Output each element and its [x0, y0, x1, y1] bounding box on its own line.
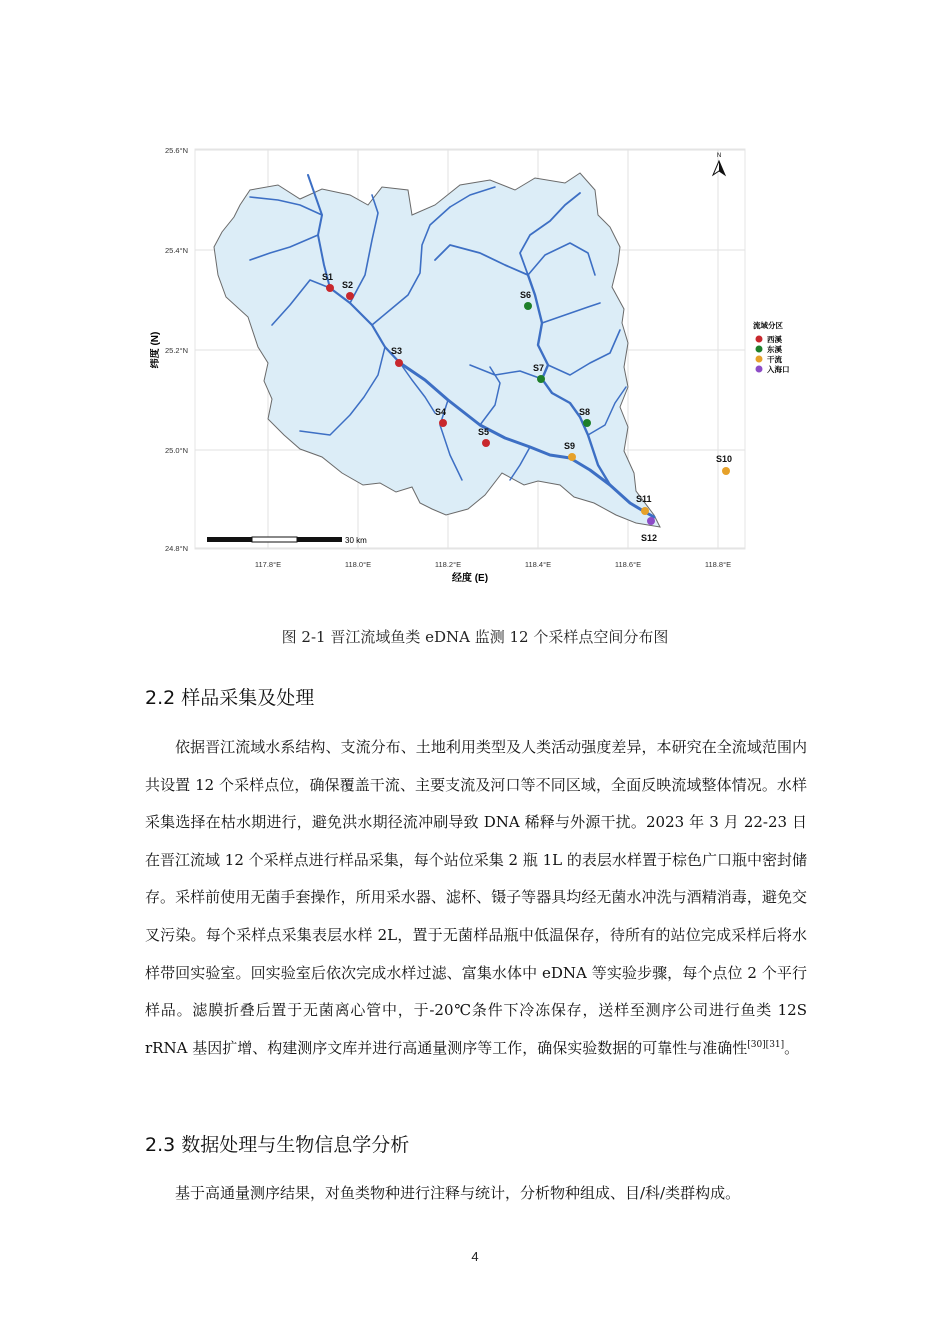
- site-label-s1: S1: [322, 272, 334, 282]
- legend-swatch: [756, 336, 763, 343]
- north-arrow-label: N: [716, 153, 722, 159]
- legend-item-label: 干流: [767, 355, 782, 364]
- section-2-3-paragraph: 基于高通量测序结果，对鱼类物种进行注释与统计，分析物种组成、目/科/类群构成。: [175, 1184, 741, 1202]
- y-axis-title: 纬度 (N): [150, 331, 161, 369]
- legend-title: 流域分区: [753, 321, 783, 330]
- section-2-2-body: 依据晋江流域水系结构、支流分布、土地利用类型及人类活动强度差异，本研究在全流域范围内共设置 12 个采样点位，确保覆盖干流、主要支流及河口等不同区域，全面反映流域整体情况。水样采集选择在枯水期进行，避免洪水期径流冲刷导致 DNA 稀释与外源干扰。2023 年 3 月 22-23 日在晋江流域 12 个采样点进行样品采集，每个站位采集 2 瓶 1L 的表层水样置于棕色广口瓶中密封储存。采样前使用无菌手套操作，所用采水器、滤杯、镊子等器具均经无菌水冲洗与酒精消毒，避免交叉污染。每个采样点采集表层水样 2L，置于无菌样品瓶中低温保存，待所有的站位完成采样后将水样带回实验室。回实验室后依次完成水样过滤、富集水体中 eDNA 等实验步骤，每个点位 2 个平行样品。滤膜折叠后置于无菌离心管中，于-20℃条件下冷冻保存，送样至测序公司进行鱼类 12S rRNA 基因扩增、构建测序文库并进行高通量测序等工作，确保实验数据的可靠性与准确性: [145, 738, 807, 1057]
- section-heading-2-3: 2.3 数据处理与生物信息学分析: [145, 1134, 410, 1156]
- site-label-s10: S10: [716, 454, 733, 464]
- x-axis-title: 经度 (E): [451, 573, 489, 584]
- site-label-s3: S3: [391, 346, 403, 356]
- legend-swatch: [756, 356, 763, 363]
- site-label-s11: S11: [636, 494, 652, 504]
- lat-tick: 24.8°N: [164, 544, 188, 553]
- site-marker-s4: [439, 419, 447, 427]
- figure-caption: 图 2-1 晋江流域鱼类 eDNA 监测 12 个采样点空间分布图: [281, 628, 669, 646]
- legend-item-label: 东溪: [767, 345, 782, 354]
- site-label-s6: S6: [520, 290, 532, 300]
- site-marker-s9: [568, 453, 576, 461]
- map-legend: [753, 320, 790, 374]
- site-label-s12: S12: [641, 533, 658, 543]
- site-label-s4: S4: [435, 407, 447, 417]
- longitude-tick-labels: [255, 560, 731, 569]
- site-marker-s11: [641, 507, 649, 515]
- site-marker-s6: [524, 302, 532, 310]
- latitude-tick-labels: [165, 146, 188, 553]
- lon-tick: 118.8°E: [704, 560, 732, 569]
- lat-tick: 25.2°N: [164, 346, 188, 355]
- lat-tick: 25.4°N: [164, 246, 188, 255]
- site-marker-s8: [583, 419, 591, 427]
- site-marker-s10: [722, 467, 730, 475]
- lon-tick: 118.4°E: [524, 560, 552, 569]
- lat-tick: 25.6°N: [164, 146, 188, 155]
- legend-swatch: [756, 346, 763, 353]
- site-label-s8: S8: [579, 407, 591, 417]
- legend-swatch: [756, 366, 763, 373]
- site-marker-s3: [395, 359, 403, 367]
- site-marker-s5: [482, 439, 490, 447]
- site-label-s9: S9: [564, 441, 576, 451]
- sampling-site-map: [150, 135, 810, 595]
- lon-tick: 118.0°E: [344, 560, 372, 569]
- site-marker-s7: [537, 375, 545, 383]
- page-number: 4: [471, 1249, 479, 1264]
- lon-tick: 117.8°E: [254, 560, 282, 569]
- site-label-s5: S5: [478, 427, 490, 437]
- scale-bar-label: 30 km: [345, 536, 367, 545]
- lon-tick: 118.6°E: [614, 560, 642, 569]
- lon-tick: 118.2°E: [434, 560, 462, 569]
- site-marker-s2: [346, 292, 354, 300]
- section-2-2-paragraph: [145, 729, 807, 1067]
- lat-tick: 25.0°N: [164, 446, 188, 455]
- site-label-s2: S2: [342, 280, 354, 290]
- site-label-s7: S7: [533, 363, 545, 373]
- legend-item-label: 入海口: [767, 365, 790, 374]
- site-marker-s1: [326, 284, 334, 292]
- citation-30-31[interactable]: [30][31]: [747, 1039, 785, 1050]
- paragraph-end: 。: [784, 1038, 800, 1057]
- section-heading-2-2: 2.2 样品采集及处理: [145, 687, 315, 709]
- legend-item-label: 西溪: [767, 335, 782, 344]
- site-marker-s12: [647, 517, 655, 525]
